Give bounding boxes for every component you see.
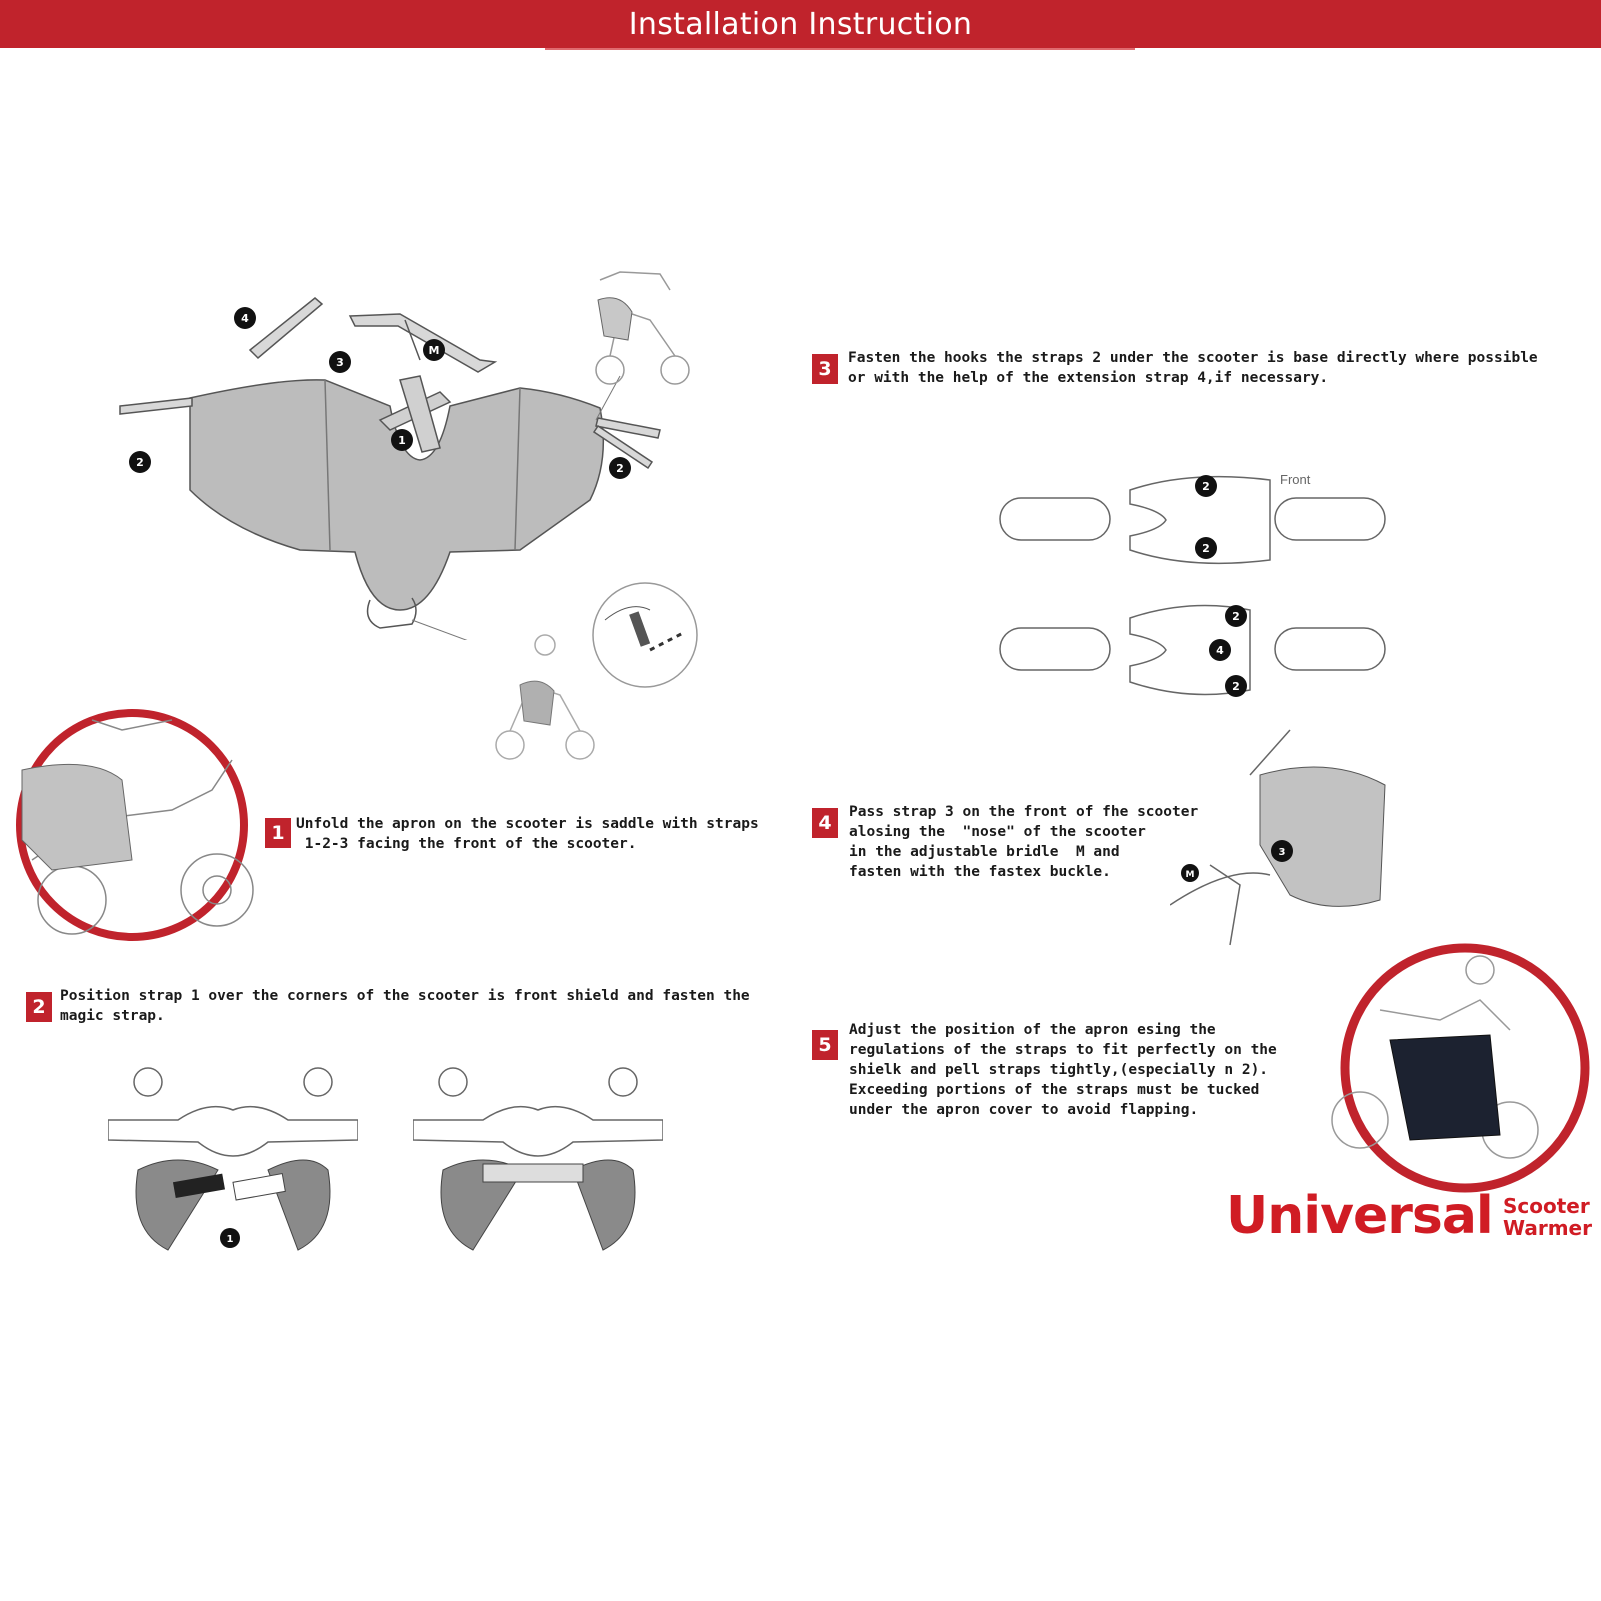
apron-label-2-right: 2	[616, 462, 624, 475]
brand-line-2: Warmer	[1503, 1216, 1592, 1240]
header-underline	[545, 48, 1135, 50]
step-1-illustration	[12, 700, 262, 960]
step-4-nose-illustration	[1170, 725, 1400, 970]
base-diagram-bottom	[990, 598, 1400, 708]
base-top-strap-2a: 2	[1202, 480, 1210, 493]
apron-label-2-left: 2	[136, 456, 144, 469]
step-2-badge: 2	[26, 992, 52, 1022]
step-4-text: Pass strap 3 on the front of fhe scooter alosing the "nose" of the scooter in the adjustable bridle M and fasten with the fastex buckle.	[849, 804, 1199, 880]
apron-label-1: 1	[398, 434, 406, 447]
base-bottom-strap-4: 4	[1216, 644, 1224, 657]
detail-circle-buckle	[590, 580, 700, 690]
step-2-front-shield-left	[108, 1060, 358, 1260]
scooter-sketch-rider-small	[490, 625, 600, 765]
step-5-text: Adjust the position of the apron esing the regulations of the straps to fit perfectly on the shielk and pell straps tightly,(especially n 2). Exceeding portions of the straps must be tucked under the apron cover to avoid flapping.	[849, 1022, 1277, 1118]
apron-label-m: M	[428, 344, 440, 357]
base-bottom-strap-2a: 2	[1232, 610, 1240, 623]
brand-name: Universal	[1226, 1186, 1493, 1246]
brand-rider-illustration	[1330, 940, 1590, 1200]
step-2-front-shield-right	[413, 1060, 663, 1260]
nose-bridle-m-label: M	[1185, 870, 1195, 880]
step-2-strap-1-label: 1	[226, 1234, 234, 1245]
step-5-badge: 5	[812, 1030, 838, 1060]
base-diagram-top	[990, 470, 1400, 570]
step-2-text: Position strap 1 over the corners of the scooter is front shield and fasten the magic strap.	[60, 988, 750, 1024]
apron-label-3: 3	[336, 356, 344, 369]
step-1-text: Unfold the apron on the scooter is saddle with straps 1-2-3 facing the front of the scooter.	[296, 816, 759, 852]
scooter-sketch-top-right	[580, 260, 700, 390]
nose-strap-3-label: 3	[1278, 847, 1286, 858]
apron-label-4: 4	[241, 312, 249, 325]
step-1-badge: 1	[265, 818, 291, 848]
front-label: Front	[1280, 472, 1311, 487]
base-top-strap-2b: 2	[1202, 542, 1210, 555]
step-4-badge: 4	[812, 808, 838, 838]
step-3-badge: 3	[812, 354, 838, 384]
brand-line-1: Scooter	[1503, 1194, 1590, 1218]
page-title: Installation Instruction	[628, 7, 973, 42]
base-bottom-strap-2b: 2	[1232, 680, 1240, 693]
step-3-text: Fasten the hooks the straps 2 under the scooter is base directly where possible or with the help of the extension strap 4,if necessary.	[848, 350, 1538, 386]
